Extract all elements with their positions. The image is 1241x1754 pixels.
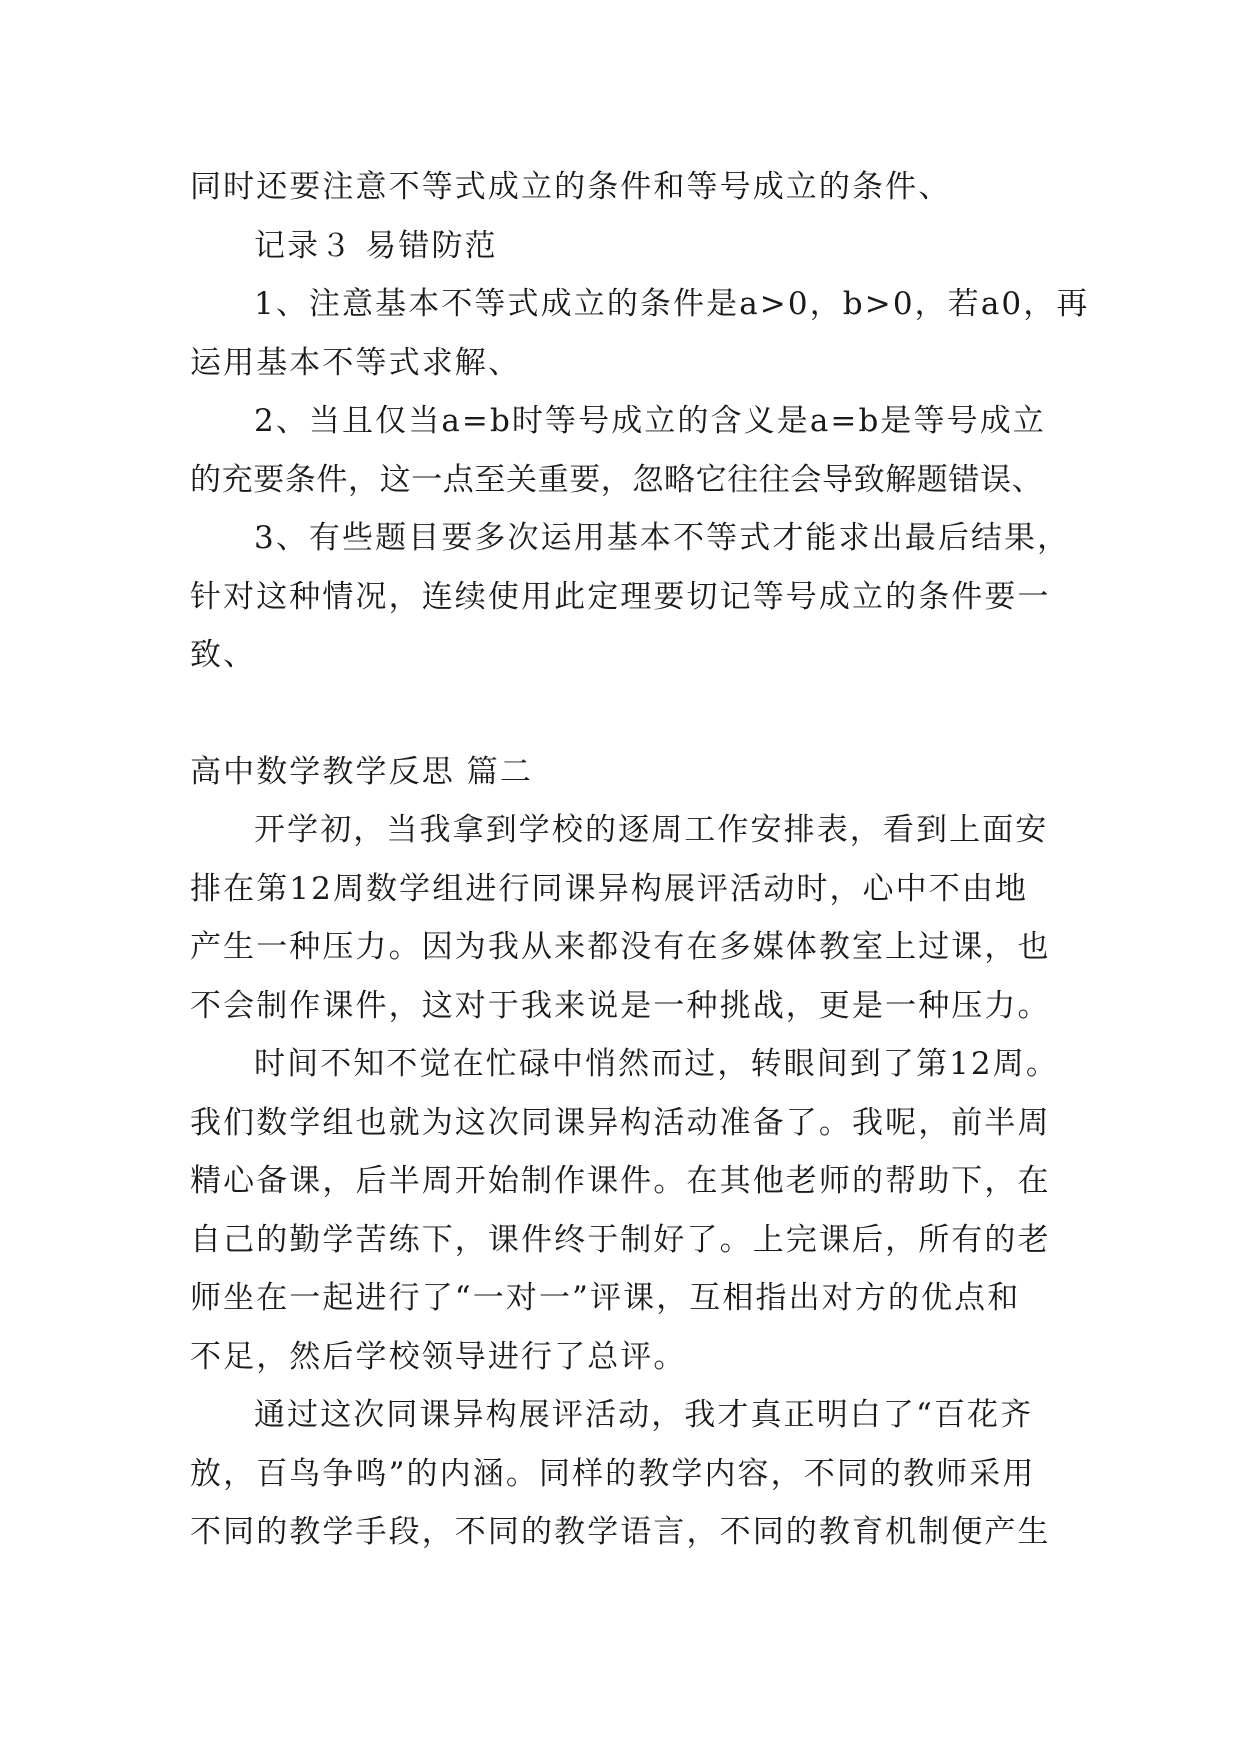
text-line: 师坐在一起进行了“一对一”评课，互相指出对方的优点和 [190,1280,1021,1316]
text-line: 致、 [190,637,257,673]
text-line: 同时还要注意不等式成立的条件和等号成立的条件、 [190,169,952,205]
text-line: 3、有些题目要多次运用基本不等式才能求出最后结果， [254,520,1071,556]
text-line: 排在第12周数学组进行同课异构展评活动时，心中不由地 [190,870,1029,907]
text-line: 时间不知不觉在忙碌中悄然而过，转眼间到了第12周。 [254,1046,1059,1082]
text-line: 1、注意基本不等式成立的条件是a>0，b>0，若a0，再 [254,286,1090,322]
text-line: 不会制作课件，这对于我来说是一种挑战，更是一种压力。 [190,987,1051,1024]
text-line: 运用基本不等式求解、 [190,344,521,381]
text-line: 精心备课，后半周开始制作课件。在其他老师的帮助下，在 [190,1163,1051,1199]
text-line: 我们数学组也就为这次同课异构活动准备了。我呢，前半周 [190,1104,1051,1141]
text-line: 不足，然后学校领导进行了总评。 [190,1338,687,1375]
blank-line [190,685,1060,743]
subheading-record-3: 记录３ 易错防范 [254,227,498,264]
text-line: 的充要条件，这一点至关重要，忽略它往往会导致解题错误、 [190,461,1044,498]
text-line: 不同的教学手段，不同的教学语言，不同的教育机制便产生 [190,1514,1051,1550]
text-line: 2、当且仅当a=b时等号成立的含义是a=b是等号成立 [254,403,1046,439]
text-line: 产生一种压力。因为我从来都没有在多媒体教室上过课，也 [190,929,1051,965]
text-line: 通过这次同课异构展评活动，我才真正明白了“百花齐 [254,1397,1034,1433]
text-line: 开学初，当我拿到学校的逐周工作安排表，看到上面安 [254,812,1049,848]
text-line: 放，百鸟争鸣”的内涵。同样的教学内容，不同的教师采用 [190,1455,1036,1492]
text-line: 自己的勤学苦练下，课件终于制好了。上完课后，所有的老 [190,1221,1051,1258]
section-heading: 高中数学教学反思 篇二 [190,753,533,790]
document-body [190,158,1090,1562]
text-line: 针对这种情况，连续使用此定理要切记等号成立的条件要一 [190,578,1051,615]
